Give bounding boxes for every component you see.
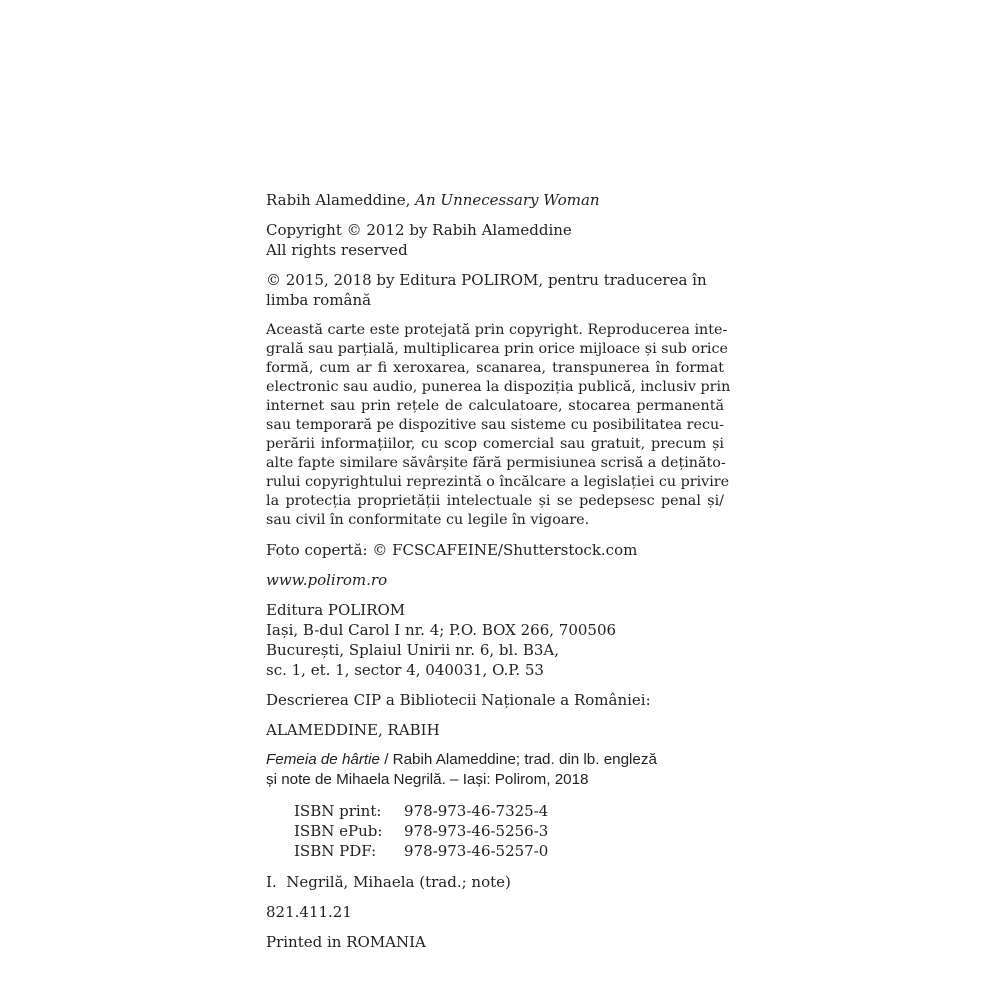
- isbn-row: [294, 801, 724, 821]
- cover-photo-credit: Foto copertă: © FCSCAFEINE/Shutterstock.com: [266, 541, 638, 559]
- isbn-value: 978-973-46-7325-4: [404, 802, 549, 820]
- cip-description-line: [266, 750, 724, 770]
- legal-notice-line: la protecția proprietății intelectuale și se pedepsesc penal și/: [266, 493, 724, 509]
- cip-statement: / Rabih Alameddine; trad. din lb. engleză: [379, 751, 657, 768]
- cip-added-entry: I. Negrilă, Mihaela (trad.; note): [266, 873, 511, 891]
- copyright-line: Copyright © 2012 by Rabih Alameddine: [266, 221, 572, 239]
- legal-notice-line: electronic sau audio, punerea la dispoziția publică, inclusiv prin: [266, 379, 731, 395]
- isbn-row: [294, 821, 724, 841]
- legal-notice-line: rului copyrightului reprezintă o încălcare a legislației cu privire: [266, 474, 730, 490]
- legal-notice-line: formă, cum ar fi xeroxarea, scanarea, transpunerea în format: [266, 360, 724, 376]
- legal-notice-line: sau temporară pe dispozitive sau sisteme cu posibilitatea recu-: [266, 417, 724, 433]
- legal-notice-line: Această carte este protejată prin copyright. Reproducerea inte-: [266, 322, 728, 338]
- legal-notice-line: grală sau parțială, multiplicarea prin orice mijloace și sub orice: [266, 341, 728, 357]
- isbn-list: [266, 801, 724, 861]
- address-line: București, Splaiul Unirii nr. 6, bl. B3A,: [266, 641, 560, 659]
- legal-notice-line: sau civil în conformitate cu legile în vigoare.: [266, 512, 590, 528]
- original-title: An Unnecessary Woman: [415, 191, 600, 209]
- translation-rights: [266, 270, 724, 310]
- isbn-label: ISBN print:: [294, 802, 382, 820]
- copyright-page: [266, 190, 731, 952]
- rights-reserved-line: All rights reserved: [266, 241, 408, 259]
- cip-description: [266, 750, 724, 790]
- isbn-value: 978-973-46-5257-0: [404, 842, 549, 860]
- publisher-name: Editura POLIROM: [266, 601, 406, 619]
- original-author: Rabih Alameddine,: [266, 191, 416, 209]
- legal-notice-line: perării informațiilor, cu scop comercial sau gratuit, precum și: [266, 436, 724, 452]
- classification-number: 821.411.21: [266, 903, 352, 921]
- translation-rights-line: © 2015, 2018 by Editura POLIROM, pentru traducerea în: [266, 271, 707, 289]
- isbn-row: [294, 841, 724, 861]
- copyright-notice: [266, 220, 724, 260]
- legal-notice-line: alte fapte similare săvârșite fără permisiunea scrisă a deținăto-: [266, 455, 726, 471]
- publisher-address: [266, 600, 724, 680]
- printed-in: Printed in ROMANIA: [266, 933, 426, 951]
- isbn-value: 978-973-46-5256-3: [404, 822, 549, 840]
- cip-title: Femeia de hârtie: [266, 751, 380, 768]
- legal-notice-line: internet sau prin rețele de calculatoare, stocarea permanentă: [266, 398, 724, 414]
- legal-notice: [266, 321, 731, 530]
- publisher-website: www.polirom.ro: [266, 571, 388, 589]
- isbn-label: ISBN ePub:: [294, 822, 383, 840]
- cip-heading: Descrierea CIP a Bibliotecii Naționale a României:: [266, 691, 651, 709]
- cip-main-entry: ALAMEDDINE, RABIH: [266, 721, 440, 739]
- original-credit: [266, 190, 724, 210]
- cip-description-line: și note de Mihaela Negrilă. – Iași: Polirom, 2018: [266, 771, 589, 788]
- isbn-label: ISBN PDF:: [294, 842, 377, 860]
- translation-rights-line: limba română: [266, 291, 372, 309]
- address-line: sc. 1, et. 1, sector 4, 040031, O.P. 53: [266, 661, 544, 679]
- address-line: Iași, B-dul Carol I nr. 4; P.O. BOX 266, 700506: [266, 621, 617, 639]
